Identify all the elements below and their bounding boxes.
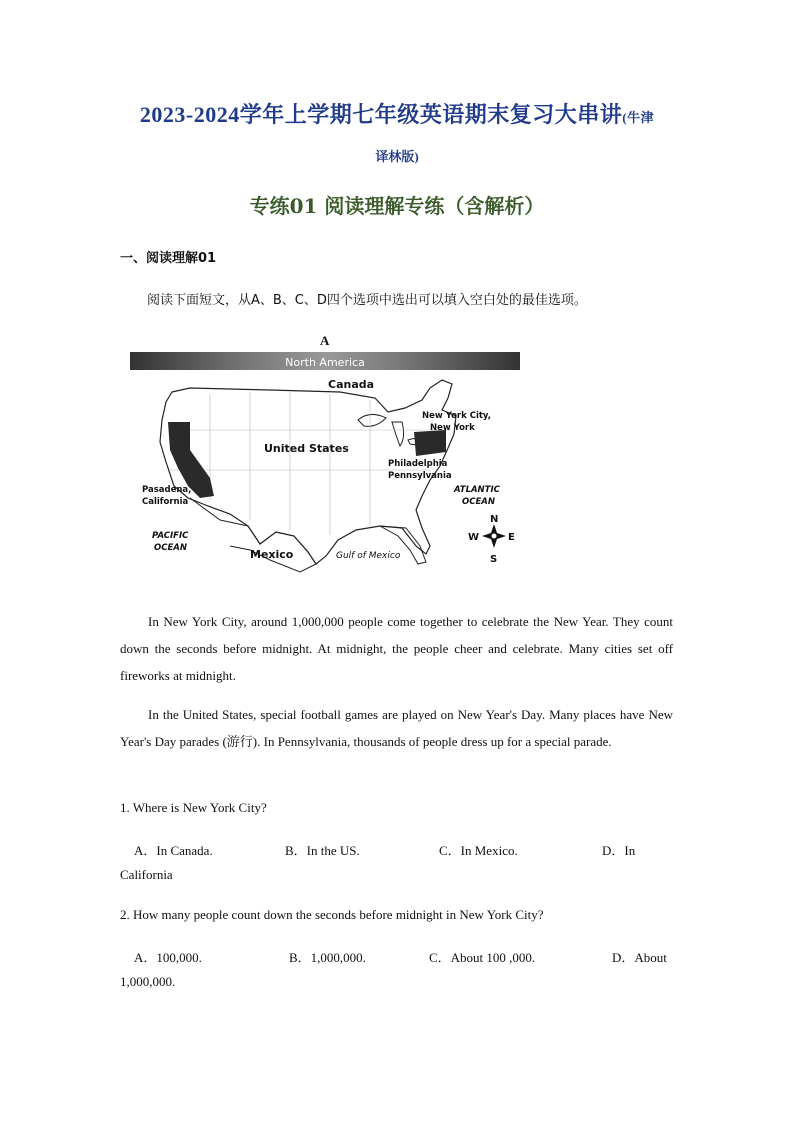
passage-paragraph-2 xyxy=(120,701,673,755)
map-banner-label: North America xyxy=(285,356,365,369)
question-2-option-a[interactable]: A．100,000. xyxy=(134,950,202,965)
question-1-option-c[interactable]: C．In Mexico. xyxy=(439,843,518,858)
question-1-option-d-wrap: California xyxy=(120,867,173,882)
question-2-option-d-wrap: 1,000,000. xyxy=(120,974,176,989)
north-america-map xyxy=(130,350,520,574)
pennsylvania-highlight xyxy=(414,430,446,456)
compass-e: E xyxy=(508,532,515,543)
paragraph-2-text: In the United States, special football games are played on New Year's Day. Many places have New Year's Day parades (游行). In Pennsylvania, thousands of people dress up for a special parade. xyxy=(120,707,673,749)
document-subtitle: 专练01 阅读理解专练（含解析） xyxy=(249,194,545,218)
question-2-option-b[interactable]: B．1,000,000. xyxy=(289,950,366,965)
compass-n: N xyxy=(490,514,499,525)
question-1-option-a[interactable]: A．In Canada. xyxy=(134,843,213,858)
compass-w: W xyxy=(468,532,480,543)
label-pasadena: Pasadena, xyxy=(142,485,192,495)
label-pacific: PACIFIC xyxy=(152,531,189,541)
question-2-option-c[interactable]: C．About 100 ,000. xyxy=(429,950,536,965)
compass-rose-icon xyxy=(468,514,515,565)
label-california: California xyxy=(142,497,189,507)
label-pacific-ocean: OCEAN xyxy=(154,543,187,553)
passage-label: A xyxy=(320,333,330,348)
question-2-option-d[interactable]: D．About xyxy=(612,950,667,965)
question-1-option-d[interactable]: D．In xyxy=(602,843,636,858)
label-united-states: United States xyxy=(264,442,349,455)
section-heading: 一、阅读理解01 xyxy=(120,251,217,266)
label-philadelphia: Philadelphia xyxy=(388,459,448,469)
label-pennsylvania: Pennsylvania xyxy=(388,471,452,481)
label-nyc-1: New York City, xyxy=(422,411,492,421)
label-nyc-2: New York xyxy=(430,423,475,433)
label-gulf-of-mexico: Gulf of Mexico xyxy=(336,551,401,561)
question-1-option-b[interactable]: B．In the US. xyxy=(285,843,360,858)
label-canada: Canada xyxy=(328,378,375,391)
title-continuation: 译林版) xyxy=(375,149,419,164)
title-text: 2023-2024学年上学期七年级英语期末复习大串讲 xyxy=(139,102,623,127)
label-atlantic-ocean: OCEAN xyxy=(462,497,495,507)
passage-paragraph-1 xyxy=(120,608,673,689)
label-atlantic: ATLANTIC xyxy=(454,485,500,495)
paragraph-1-text: In New York City, around 1,000,000 people come together to celebrate the New Year. They count down the seconds before midnight. At midnight, the people cheer and celebrate. Many cities set off fireworks at midnight. xyxy=(120,614,673,683)
instruction-text: 阅读下面短文，从A、B、C、D四个选项中选出可以填入空白处的最佳选项。 xyxy=(147,293,587,308)
question-2-stem: 2. How many people count down the seconds before midnight in New York City? xyxy=(120,907,544,922)
question-1-stem: 1. Where is New York City? xyxy=(120,800,267,815)
label-mexico: Mexico xyxy=(250,548,294,561)
title-suffix: (牛津 xyxy=(622,110,655,125)
compass-s: S xyxy=(490,554,498,565)
document-title xyxy=(0,98,794,129)
